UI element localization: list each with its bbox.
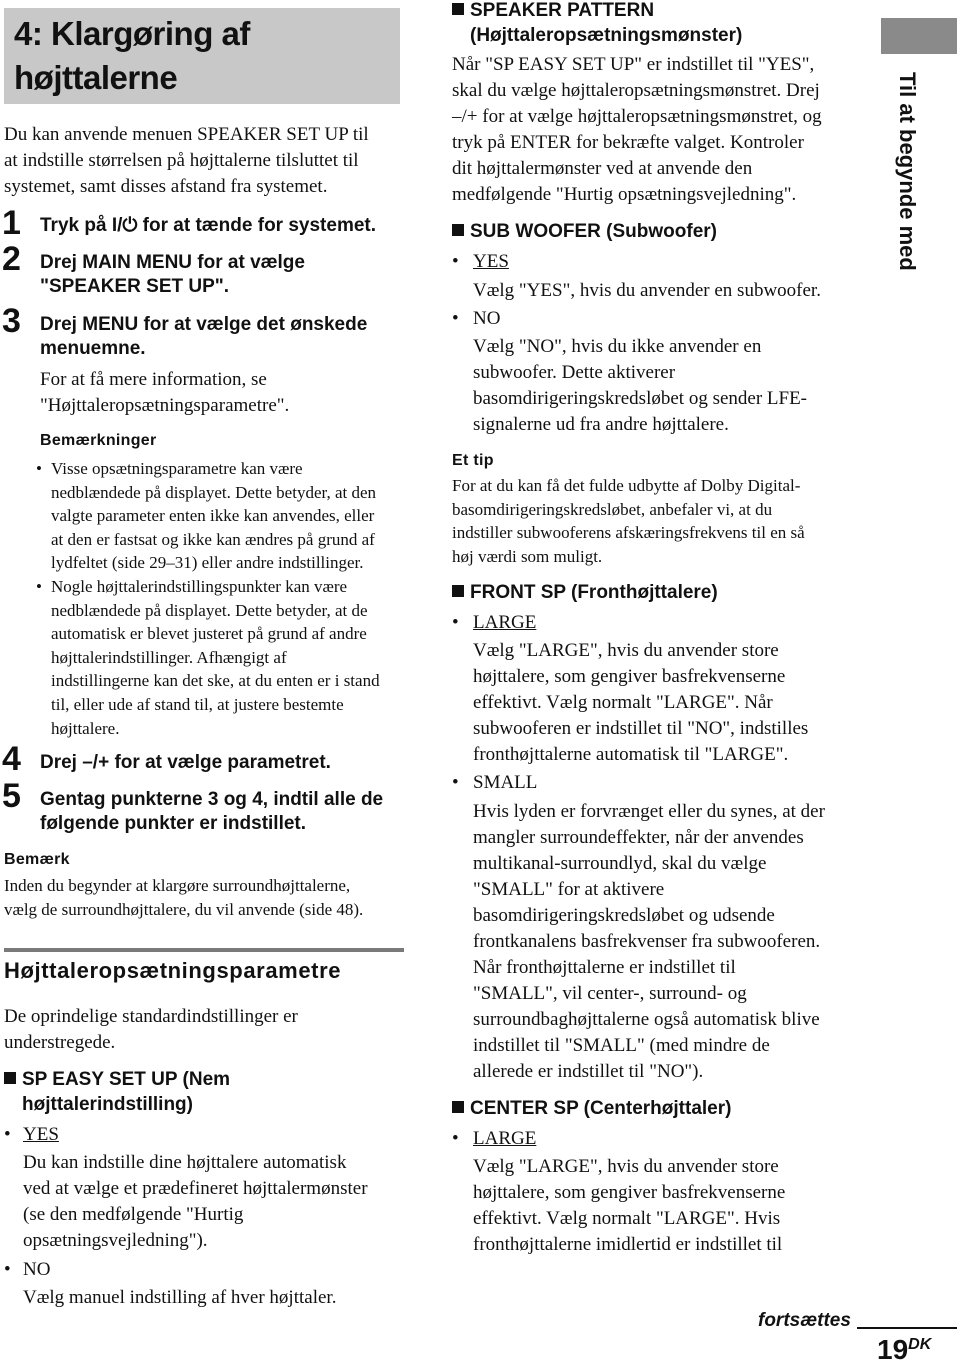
chapter-title (14, 12, 394, 100)
text-line: opsætningsvejledning"). (23, 1230, 208, 1251)
option-label: LARGE (473, 612, 537, 633)
text-line: (se den medfølgende "Hurtig (23, 1204, 244, 1225)
param-description (452, 52, 877, 208)
text-line: Gentag punkterne 3 og 4, indtil alle de (40, 789, 384, 810)
square-bullet-icon (4, 1072, 16, 1084)
text-line: valgte parameter enten ikke kan anvendes, eller (51, 506, 375, 526)
square-bullet-icon (452, 224, 464, 236)
param-heading-sp-easy (4, 1067, 404, 1117)
text-line: højttalerindstilling) (22, 1094, 193, 1115)
text-line: menuemne. (40, 338, 146, 359)
text-line: at den er fastsat og ikke kan ændres på grund af (51, 529, 375, 549)
page-suffix: DK (908, 1336, 932, 1353)
text-line: højttalere, som gengiver basfrekvenserne (473, 1182, 786, 1203)
option-description (473, 334, 883, 438)
text-line: Du kan indstille dine højttalere automatisk (23, 1152, 347, 1173)
chapter-title-line: højttalerne (14, 59, 178, 96)
option-bullet-dot: • (452, 308, 459, 329)
page-number-value: 19 (877, 1334, 909, 1365)
text-line: følgende punkter er indstillet. (40, 813, 307, 834)
text-line: højttalere. (51, 718, 120, 738)
option-description (23, 1150, 413, 1254)
note-heading: Bemærk (4, 851, 70, 868)
option-label: LARGE (473, 1128, 537, 1149)
param-heading-speaker-pattern (452, 0, 872, 48)
option-bullet-dot: • (4, 1259, 11, 1280)
tip-heading: Et tip (452, 452, 494, 469)
param-heading-front-sp (452, 580, 872, 605)
option-label: NO (23, 1259, 51, 1280)
text-line: højttalerindstillinger. Afhængigt af (51, 647, 287, 667)
param-heading-sub-woofer (452, 219, 872, 244)
step-text (40, 751, 410, 775)
option-large-default (473, 610, 536, 636)
text-line: effektivt. Vælg normalt "LARGE". Når (473, 692, 773, 713)
text-line: understregede. (4, 1032, 116, 1053)
text-line: subwoofer. Dette aktiverer (473, 362, 676, 383)
square-bullet-icon (452, 1101, 464, 1113)
text-line: Du kan anvende menuen SPEAKER SET UP til (4, 124, 369, 145)
square-bullet-icon (452, 585, 464, 597)
continued-rule (857, 1327, 957, 1329)
text-line: "SPEAKER SET UP". (40, 276, 230, 297)
param-heading-center-sp (452, 1096, 872, 1121)
square-bullet-icon (452, 3, 464, 15)
option-label: YES (23, 1124, 59, 1145)
text-line: indstillingerne kan det ske, at du enten er i stand (51, 671, 380, 691)
text-line: skal du vælge højttaleropsætningsmønstret. Drej (452, 80, 820, 101)
page-number (877, 1334, 931, 1366)
text-line: medfølgende "Hurtig opsætningsvejledning". (452, 184, 797, 205)
side-tab-label (892, 72, 922, 332)
option-bullet-dot: • (452, 1128, 459, 1149)
text-line: multikanal-surroundlyd, skal du vælge (473, 853, 767, 874)
text-line: For at du kan få det fulde udbytte af Dolby Digital- (452, 476, 801, 495)
text-line: ved at vælge et prædefineret højttalermønster (23, 1178, 368, 1199)
option-description (473, 1154, 883, 1258)
text-line: basomdirigeringskredsløbet og sender LFE- (473, 388, 808, 409)
step-3-subtext (40, 367, 410, 419)
text-line: "SMALL", vil center-, surround- og (473, 983, 747, 1004)
option-label: NO (473, 308, 501, 329)
bullet-dot: • (36, 459, 42, 478)
text-line: Drej MENU for at vælge det ønskede (40, 314, 368, 335)
text-line: højttalere, som gengiver basfrekvenserne (473, 666, 786, 687)
text-line: frontkanalens basfrekvenser fra subwooferen. (473, 931, 821, 952)
text-line: "Højttaleropsætningsparametre". (40, 395, 290, 416)
step-number: 4 (2, 740, 21, 778)
section-intro (4, 1004, 404, 1056)
option-bullet-dot: • (4, 1124, 11, 1145)
step-text (40, 214, 410, 238)
text-line: (Højttaleropsætningsmønster) (470, 25, 743, 46)
text-line: Vælg "NO", hvis du ikke anvender en (473, 336, 762, 357)
text-line: Når fronthøjttalerne er indstillet til (473, 957, 736, 978)
step-text (40, 313, 410, 361)
option-description (473, 638, 883, 768)
text-line: systemet, samt disses afstand fra systemet. (4, 176, 328, 197)
text-line: Inden du begynder at klargøre surroundhøjttalerne, (4, 876, 351, 895)
text-line: For at få mere information, se (40, 369, 267, 390)
notes-bullet (36, 575, 411, 740)
text-line: SP EASY SET UP (Nem (22, 1069, 231, 1090)
step-number: 2 (2, 240, 21, 278)
text-line: Vælg "YES", hvis du anvender en subwoofer. (473, 280, 821, 301)
tip-text (452, 474, 877, 568)
text-line: nedblændede på displayet. Dette betyder, at den (51, 482, 377, 502)
text-line: Nogle højttalerindstillingspunkter kan være (51, 577, 348, 596)
text-line: FRONT SP (Fronthøjttalere) (470, 582, 718, 603)
text-line: signalerne ud fra andre højttalere. (473, 414, 729, 435)
text-line: Drej –/+ for at vælge parametret. (40, 752, 331, 773)
text-line: subwooferen er indstillet til "NO", indstilles (473, 718, 809, 739)
side-tab-text: Til at begynde med (895, 72, 920, 271)
text-line: SPEAKER PATTERN (470, 0, 655, 21)
notes-heading: Bemærkninger (40, 432, 157, 449)
text-line: allerede er indstillet til "NO"). (473, 1061, 704, 1082)
text-line: SUB WOOFER (Subwoofer) (470, 221, 717, 242)
note-text (4, 874, 409, 921)
text-line: fronthøjttalerne automatisk til "LARGE". (473, 744, 789, 765)
text-line: "SMALL" for at aktivere (473, 879, 665, 900)
option-large-default (473, 1126, 536, 1152)
text-line: –/+ for at vælge højttaleropsætningsmønstret, og (452, 106, 822, 127)
text-line: at indstille størrelsen på højttalerne tilsluttet til (4, 150, 359, 171)
option-description (473, 799, 883, 1085)
text-line: mangler surroundeffekter, når der anvendes (473, 827, 804, 848)
option-bullet-dot: • (452, 251, 459, 272)
step-number: 1 (2, 204, 21, 242)
text-line: basomdirigeringskredsløbet og udsende (473, 905, 775, 926)
text-line: surroundbaghøjttalerne også automatisk blive (473, 1009, 820, 1030)
option-label: SMALL (473, 772, 538, 793)
option-label: YES (473, 251, 509, 272)
text-line: Vælg "LARGE", hvis du anvender store (473, 1156, 779, 1177)
option-yes-default (23, 1122, 59, 1148)
step-number: 3 (2, 302, 21, 340)
text-line: Hvis lyden er forvrænget eller du synes, at der (473, 801, 825, 822)
text-line: indstillet til "SMALL" (med mindre de (473, 1035, 770, 1056)
text-line: dit højttalermønster ved at anvende den (452, 158, 753, 179)
text-line: Når "SP EASY SET UP" er indstillet til "YES", (452, 54, 815, 75)
text-line: høj værdi som muligt. (452, 546, 603, 566)
bullet-dot: • (36, 577, 42, 596)
text-line: CENTER SP (Centerhøjttaler) (470, 1098, 732, 1119)
continued-label: fortsættes (758, 1310, 851, 1331)
option-yes-default (473, 249, 509, 275)
option-description (473, 278, 883, 304)
option-bullet-dot: • (452, 612, 459, 633)
option-description (23, 1285, 413, 1311)
text-line: De oprindelige standardindstillinger er (4, 1006, 298, 1027)
text-line: fronthøjttalerne imidlertid er indstillet til (473, 1234, 783, 1255)
text-line: vælg de surroundhøjttalere, du vil anvende (side 48). (4, 899, 364, 919)
text-line: til, eller ude af stand til, at justere bestemte (51, 694, 344, 714)
step-text (40, 788, 410, 836)
chapter-title-line: 4: Klargøring af (14, 15, 250, 52)
text-line: effektivt. Vælg normalt "LARGE". Hvis (473, 1208, 781, 1229)
text-line: Visse opsætningsparametre kan være (51, 459, 303, 478)
text-line: indstiller subwooferens afskæringsfrekvens til en så (452, 523, 805, 543)
text-line: tryk på ENTER for bekræfte valget. Kontroler (452, 132, 804, 153)
text-line: Drej MAIN MENU for at vælge (40, 252, 305, 273)
step-number: 5 (2, 777, 21, 815)
text-line: lydfeltet (side 29–31) eller andre indstillinger. (51, 553, 364, 573)
intro-paragraph (4, 122, 404, 200)
text-line: basomdirigeringskredsløbet, anbefaler vi, at du (452, 499, 773, 519)
text-line: automatisk er blevet justeret på grund af andre (51, 624, 367, 644)
section-divider (4, 948, 404, 952)
text-line: Tryk på I/⏻ for at tænde for systemet. (40, 215, 377, 236)
text-line: nedblændede på displayet. Dette betyder, at de (51, 600, 368, 620)
text-line: Vælg "LARGE", hvis du anvender store (473, 640, 779, 661)
step-text (40, 251, 410, 299)
text-line: Vælg manuel indstilling af hver højttaler. (23, 1287, 337, 1308)
section-title: Højttaleropsætningsparametre (4, 958, 342, 983)
option-bullet-dot: • (452, 772, 459, 793)
notes-bullet (36, 457, 411, 575)
side-tab-marker (881, 18, 957, 54)
